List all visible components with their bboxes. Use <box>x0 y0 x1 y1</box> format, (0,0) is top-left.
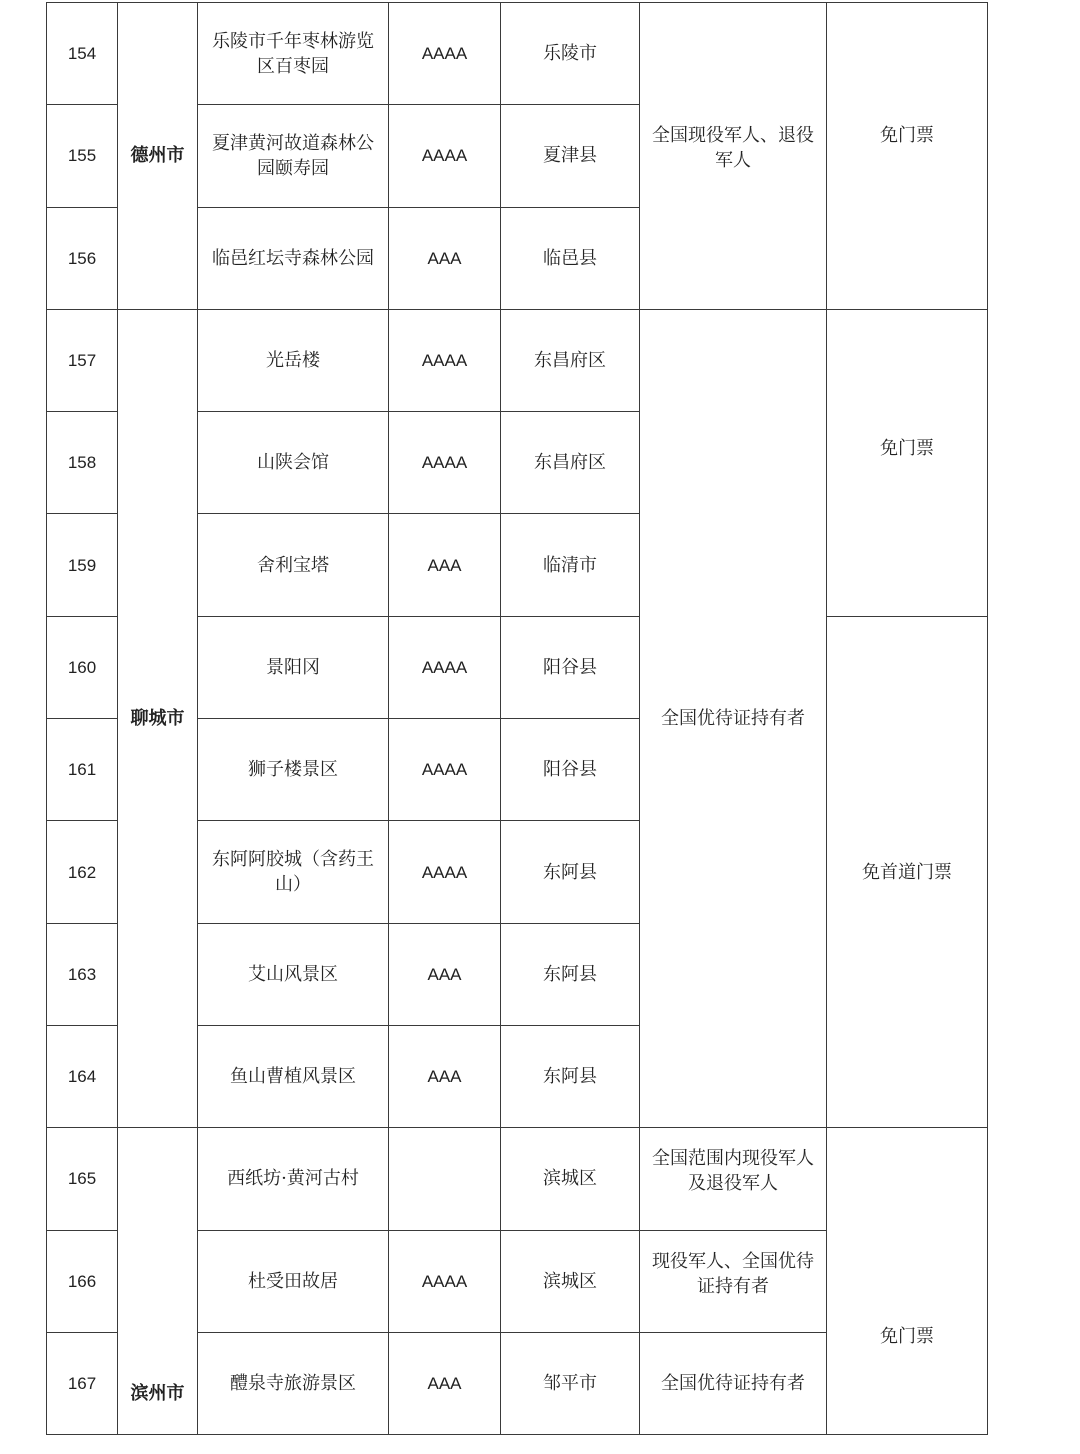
city-cell-liaocheng: 聊城市 <box>118 309 198 1127</box>
city-cell-binzhou: 滨州市 <box>118 1128 198 1435</box>
eligible-group-binzhou-166: 现役军人、全国优待证持有者 <box>640 1230 827 1332</box>
scenic-spot-name: 乐陵市千年枣林游览区百枣园 <box>198 3 389 105</box>
row-number: 157 <box>47 309 118 411</box>
row-number: 167 <box>47 1332 118 1434</box>
row-number: 159 <box>47 514 118 616</box>
location-cell: 东阿县 <box>501 821 640 923</box>
scenic-spot-name: 夏津黄河故道森林公园颐寿园 <box>198 105 389 207</box>
row-number: 158 <box>47 412 118 514</box>
location-cell: 阳谷县 <box>501 719 640 821</box>
location-cell: 东昌府区 <box>501 412 640 514</box>
scenic-spot-name: 醴泉寺旅游景区 <box>198 1332 389 1434</box>
eligible-group-dezhou: 全国现役军人、退役军人 <box>640 3 827 310</box>
scenic-spot-name: 临邑红坛寺森林公园 <box>198 207 389 309</box>
eligible-group-liaocheng: 全国优待证持有者 <box>640 309 827 1127</box>
city-cell-dezhou: 德州市 <box>118 3 198 310</box>
row-number: 161 <box>47 719 118 821</box>
scenic-spot-name: 鱼山曹植风景区 <box>198 1025 389 1127</box>
scenic-grade: AAAA <box>389 1230 501 1332</box>
location-cell: 夏津县 <box>501 105 640 207</box>
scenic-spot-name: 杜受田故居 <box>198 1230 389 1332</box>
scenic-grade: AAA <box>389 207 501 309</box>
location-cell: 滨城区 <box>501 1128 640 1230</box>
table-row <box>47 309 988 411</box>
scenic-spots-table <box>46 2 988 1435</box>
eligible-group-binzhou-167: 全国优待证持有者 <box>640 1332 827 1434</box>
policy-liaocheng-first-gate: 免首道门票 <box>827 616 988 1127</box>
location-cell: 邹平市 <box>501 1332 640 1434</box>
location-cell: 临清市 <box>501 514 640 616</box>
scenic-grade: AAAA <box>389 719 501 821</box>
scenic-grade: AAAA <box>389 3 501 105</box>
location-cell: 东昌府区 <box>501 309 640 411</box>
location-cell: 临邑县 <box>501 207 640 309</box>
row-number: 163 <box>47 923 118 1025</box>
scenic-spot-name: 艾山风景区 <box>198 923 389 1025</box>
policy-liaocheng-free: 免门票 <box>827 309 988 616</box>
scenic-grade: AAA <box>389 1025 501 1127</box>
scenic-spot-name: 狮子楼景区 <box>198 719 389 821</box>
scenic-grade: AAA <box>389 514 501 616</box>
policy-binzhou: 免门票 <box>827 1128 988 1435</box>
location-cell: 阳谷县 <box>501 616 640 718</box>
scenic-grade: AAAA <box>389 309 501 411</box>
row-number: 156 <box>47 207 118 309</box>
scenic-spot-name: 西纸坊·黄河古村 <box>198 1128 389 1230</box>
location-cell: 滨城区 <box>501 1230 640 1332</box>
row-number: 160 <box>47 616 118 718</box>
location-cell: 东阿县 <box>501 1025 640 1127</box>
scenic-spot-name: 景阳冈 <box>198 616 389 718</box>
scenic-spot-name: 舍利宝塔 <box>198 514 389 616</box>
row-number: 162 <box>47 821 118 923</box>
scenic-spot-name: 山陕会馆 <box>198 412 389 514</box>
location-cell: 东阿县 <box>501 923 640 1025</box>
row-number: 166 <box>47 1230 118 1332</box>
row-number: 164 <box>47 1025 118 1127</box>
scenic-grade: AAAA <box>389 105 501 207</box>
table-row <box>47 3 988 105</box>
scenic-grade: AAAA <box>389 821 501 923</box>
row-number: 154 <box>47 3 118 105</box>
eligible-group-binzhou-165: 全国范围内现役军人及退役军人 <box>640 1128 827 1230</box>
scenic-spot-name: 东阿阿胶城（含药王山） <box>198 821 389 923</box>
scenic-grade <box>389 1128 501 1230</box>
table-row <box>47 1128 988 1230</box>
scenic-grade: AAAA <box>389 616 501 718</box>
policy-dezhou: 免门票 <box>827 3 988 310</box>
scenic-grade: AAAA <box>389 412 501 514</box>
scenic-grade: AAA <box>389 923 501 1025</box>
row-number: 165 <box>47 1128 118 1230</box>
scenic-spot-name: 光岳楼 <box>198 309 389 411</box>
scenic-grade: AAA <box>389 1332 501 1434</box>
location-cell: 乐陵市 <box>501 3 640 105</box>
row-number: 155 <box>47 105 118 207</box>
